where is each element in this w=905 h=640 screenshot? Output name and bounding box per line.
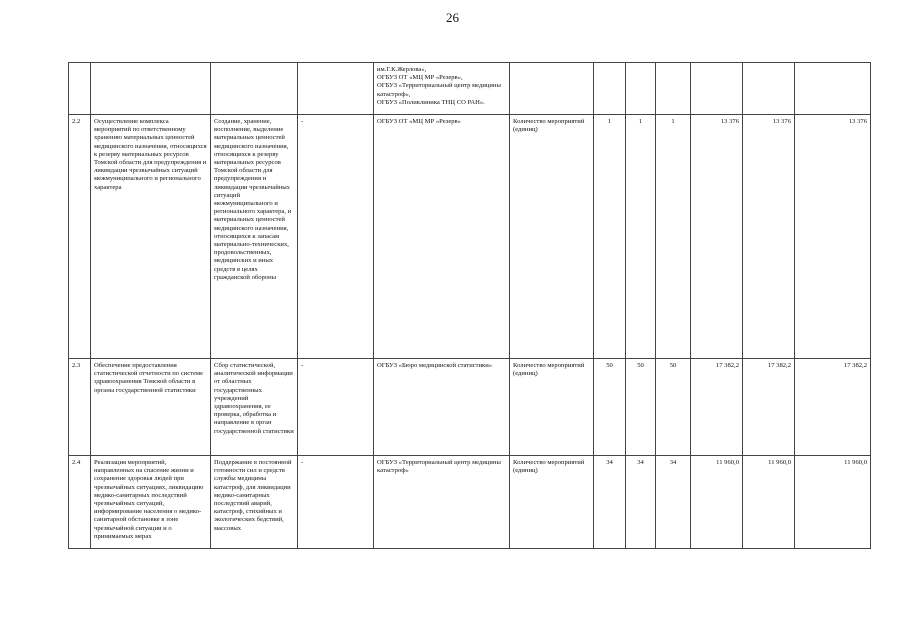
cell-indicator (510, 63, 594, 115)
cell-content: Сбор статистической, аналитической информации от областных государственных учреждений здравоохранения, ее проверка, обработка и направление в орган государственной статистики (211, 359, 298, 456)
cell-cost-1 (691, 63, 743, 115)
cell-dash: - (298, 115, 374, 359)
cell-number: 2.4 (69, 456, 91, 549)
cell-cost-3: 13 376 (795, 115, 871, 359)
cell-value-1 (594, 63, 626, 115)
table-row-continued (69, 63, 871, 115)
table-row (69, 456, 871, 549)
cell-content (211, 63, 298, 115)
cell-indicator: Количество мероприятий (единиц) (510, 115, 594, 359)
cell-indicator: Количество мероприятий (единиц) (510, 456, 594, 549)
cell-cost-1: 17 382,2 (691, 359, 743, 456)
cell-value-3: 34 (656, 456, 691, 549)
cell-value-1: 34 (594, 456, 626, 549)
cell-content: Создание, хранение, восполнение, выделение материальных ценностей медицинского назначения, относящихся к резерву материальных ресурсов Томской области для предупреждения и ликвидации чрезвычайных ситуаций межмуниципального и регионального характера, и материальных ценностей медицинского назначения, относящихся к запасам материально-технических, продовольственных, медицинских и иных средств в целях гражданской обороны (211, 115, 298, 359)
cell-executor: ОГБУЗ «Территориальный центр медицины катастроф» (374, 456, 510, 549)
cell-executor: им.Г.К.Жерлова», ОГБУЗ ОТ «МЦ МР «Резерв», ОГБУЗ «Территориальный центр медицины катастроф», ОГБУЗ «Поликлиника ТНЦ СО РАН». (374, 63, 510, 115)
table-row (69, 359, 871, 456)
page-number: 26 (446, 10, 459, 25)
cell-dash: - (298, 456, 374, 549)
cell-value-3: 1 (656, 115, 691, 359)
cell-cost-1: 11 960,0 (691, 456, 743, 549)
cell-value-2 (626, 63, 656, 115)
cell-executor: ОГБУЗ ОТ «МЦ МР «Резерв» (374, 115, 510, 359)
cell-cost-3: 17 382,2 (795, 359, 871, 456)
cell-cost-2 (743, 63, 795, 115)
cell-value-3: 50 (656, 359, 691, 456)
table-row (69, 115, 871, 359)
cell-value-3 (656, 63, 691, 115)
cell-value-1: 1 (594, 115, 626, 359)
cell-number: 2.2 (69, 115, 91, 359)
cell-value-2: 50 (626, 359, 656, 456)
cell-activity: Реализация мероприятий, направленных на спасение жизни и сохранение здоровья людей при чрезвычайных ситуациях, ликвидацию медико-санитарных последствий чрезвычайных ситуаций, информирование населения о медико-санитарной обстановке в зоне чрезвычайной ситуации и о принимаемых мерах (91, 456, 211, 549)
cell-activity (91, 63, 211, 115)
cell-dash: - (298, 359, 374, 456)
cell-activity: Осуществление комплекса мероприятий по ответственному хранению материальных ценностей медицинского назначения, относящихся к резерву материальных ресурсов Томской области для предупреждения и ликвидации чрезвычайных ситуаций межмуниципального и регионального характера (91, 115, 211, 359)
cell-value-1: 50 (594, 359, 626, 456)
cell-number (69, 63, 91, 115)
cell-number: 2.3 (69, 359, 91, 456)
cell-cost-1: 13 376 (691, 115, 743, 359)
cell-cost-2: 13 376 (743, 115, 795, 359)
cell-activity: Обеспечение предоставления статистической отчетности по системе здравоохранения Томской области в органы государственной статистики (91, 359, 211, 456)
cell-content: Поддержание в постоянной готовности сил и средств службы медицины катастроф, для ликвидации медико-санитарных последствий аварий, катастроф, стихийных и экологических бедствий, массовых (211, 456, 298, 549)
cell-cost-2: 11 960,0 (743, 456, 795, 549)
cell-cost-2: 17 382,2 (743, 359, 795, 456)
cell-value-2: 34 (626, 456, 656, 549)
cell-cost-3: 11 960,0 (795, 456, 871, 549)
cell-cost-3 (795, 63, 871, 115)
cell-indicator: Количество мероприятий (единиц) (510, 359, 594, 456)
program-activities-table (68, 62, 871, 549)
cell-value-2: 1 (626, 115, 656, 359)
cell-dash (298, 63, 374, 115)
cell-executor: ОГБУЗ «Бюро медицинской статистики» (374, 359, 510, 456)
